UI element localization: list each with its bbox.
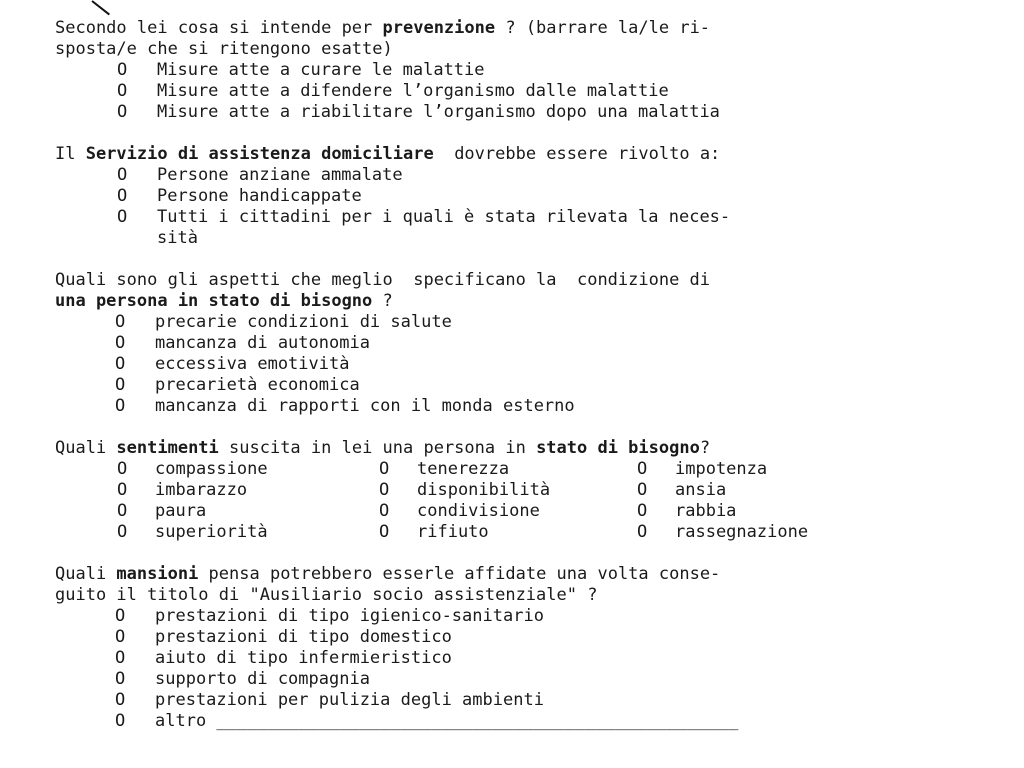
option-item[interactable] — [115, 648, 995, 669]
question-condizione-bisogno — [55, 270, 995, 417]
checkbox-circle-icon[interactable]: O — [117, 480, 128, 500]
option-item[interactable] — [637, 522, 887, 543]
checkbox-circle-icon[interactable]: O — [379, 459, 390, 479]
option-item[interactable] — [117, 501, 379, 522]
question-text-line2: sposta/e che si ritengono esatte) — [55, 39, 393, 59]
checkbox-circle-icon[interactable]: O — [117, 459, 128, 479]
checkbox-circle-icon[interactable]: O — [379, 501, 390, 521]
option-list — [55, 60, 995, 123]
question-text-part: dovrebbe essere rivolto a: — [433, 144, 721, 164]
option-label: rassegnazione — [675, 522, 809, 542]
option-item[interactable] — [379, 459, 637, 480]
option-item-altro[interactable] — [115, 711, 995, 732]
question-keyword: sentimenti — [116, 438, 219, 458]
option-item[interactable] — [117, 81, 995, 102]
option-label: impotenza — [675, 459, 768, 479]
question-sentimenti — [55, 438, 995, 543]
question-text-line2 — [55, 291, 995, 312]
option-list — [55, 606, 995, 732]
option-item[interactable] — [117, 165, 995, 186]
question-text-line2: guito il titolo di "Ausiliario socio assistenziale" ? — [55, 585, 598, 605]
option-label: eccessiva emotività — [155, 354, 350, 374]
option-item[interactable] — [117, 186, 995, 207]
checkbox-circle-icon[interactable]: O — [117, 81, 128, 101]
option-label: precarie condizioni di salute — [155, 312, 452, 332]
question-text-part: ? — [699, 438, 711, 458]
option-label: prestazioni di tipo igienico-sanitario — [155, 606, 544, 626]
option-item[interactable] — [115, 333, 995, 354]
question-text-part: suscita in lei una persona in — [218, 438, 537, 458]
question-keyword: una persona in stato di bisogno — [55, 291, 373, 311]
checkbox-circle-icon[interactable]: O — [117, 102, 128, 122]
option-label: Misure atte a difendere l’organismo dalle malattie — [157, 81, 669, 101]
option-item[interactable] — [115, 312, 995, 333]
questionnaire-page — [55, 18, 995, 732]
option-label: compassione — [155, 459, 268, 479]
checkbox-circle-icon[interactable]: O — [117, 522, 128, 542]
option-label: mancanza di autonomia — [155, 333, 370, 353]
option-label: precarietà economica — [155, 375, 360, 395]
checkbox-circle-icon[interactable]: O — [637, 501, 648, 521]
question-text — [55, 18, 995, 39]
question-keyword: prevenzione — [382, 18, 496, 38]
scan-mark — [91, 0, 110, 15]
option-label: rifiuto — [417, 522, 489, 542]
option-label: Persone handicappate — [157, 186, 362, 206]
question-text — [55, 438, 995, 459]
checkbox-circle-icon[interactable]: O — [117, 501, 128, 521]
question-text: Quali sono gli aspetti che meglio specificano la condizione di — [55, 270, 711, 290]
question-text-part: Quali — [55, 564, 117, 584]
option-item[interactable] — [115, 354, 995, 375]
option-list — [55, 312, 995, 417]
option-label: Persone anziane ammalate — [157, 165, 403, 185]
checkbox-circle-icon[interactable]: O — [115, 396, 126, 416]
option-label: supporto di compagnia — [155, 669, 370, 689]
option-item[interactable] — [379, 522, 637, 543]
checkbox-circle-icon[interactable]: O — [379, 522, 390, 542]
spacer — [55, 249, 995, 270]
option-item[interactable] — [115, 606, 995, 627]
checkbox-circle-icon[interactable]: O — [115, 606, 126, 626]
checkbox-circle-icon[interactable]: O — [117, 60, 128, 80]
option-item[interactable] — [117, 60, 995, 81]
question-text — [55, 144, 995, 165]
option-item[interactable] — [379, 501, 637, 522]
option-label: mancanza di rapporti con il monda esterno — [155, 396, 575, 416]
option-item[interactable] — [637, 459, 887, 480]
question-prevenzione — [55, 18, 995, 123]
option-item[interactable] — [115, 690, 995, 711]
question-text-part: Secondo lei cosa si intende per — [55, 18, 383, 38]
option-label: Misure atte a riabilitare l’organismo dopo una malattia — [157, 102, 720, 122]
checkbox-circle-icon[interactable]: O — [115, 375, 126, 395]
checkbox-circle-icon[interactable]: O — [115, 690, 126, 710]
option-label: superiorità — [155, 522, 268, 542]
question-mansioni — [55, 564, 995, 732]
checkbox-circle-icon[interactable]: O — [637, 522, 648, 542]
checkbox-circle-icon[interactable]: O — [117, 186, 128, 206]
checkbox-circle-icon[interactable]: O — [637, 459, 648, 479]
spacer — [55, 123, 995, 144]
question-keyword: mansioni — [116, 564, 199, 584]
spacer — [55, 543, 995, 564]
checkbox-circle-icon[interactable]: O — [637, 480, 648, 500]
checkbox-circle-icon[interactable]: O — [117, 165, 128, 185]
question-text-part: Il — [55, 144, 86, 164]
option-label: imbarazzo — [155, 480, 248, 500]
checkbox-circle-icon[interactable]: O — [115, 627, 126, 647]
option-item[interactable] — [117, 459, 379, 480]
option-item[interactable] — [379, 480, 637, 501]
option-label: aiuto di tipo infermieristico — [155, 648, 452, 668]
option-label: Tutti i cittadini per i quali è stata rilevata la neces- — [157, 207, 731, 227]
question-text — [55, 564, 995, 585]
question-text-part: pensa potrebbero esserle affidate una volta conse- — [198, 564, 721, 584]
checkbox-circle-icon[interactable]: O — [115, 312, 126, 332]
option-label: prestazioni di tipo domestico — [155, 627, 452, 647]
option-item[interactable] — [115, 669, 995, 690]
option-list — [55, 165, 995, 228]
checkbox-circle-icon[interactable]: O — [115, 333, 126, 353]
option-label: disponibilità — [417, 480, 551, 500]
option-continuation: sità — [157, 228, 198, 248]
question-text-part: Quali — [55, 438, 117, 458]
question-keyword: stato di bisogno — [536, 438, 700, 458]
option-label: ansia — [675, 480, 727, 500]
option-label: Misure atte a curare le malattie — [157, 60, 485, 80]
question-text-part: ? (barrare la/le ri- — [495, 18, 711, 38]
option-item[interactable] — [117, 207, 995, 228]
option-item[interactable] — [637, 501, 887, 522]
option-item[interactable] — [117, 522, 379, 543]
option-label: paura — [155, 501, 207, 521]
checkbox-circle-icon[interactable]: O — [115, 648, 126, 668]
checkbox-circle-icon[interactable]: O — [379, 480, 390, 500]
checkbox-circle-icon[interactable]: O — [115, 669, 126, 689]
option-grid — [55, 459, 995, 543]
option-item[interactable] — [637, 480, 887, 501]
checkbox-circle-icon[interactable]: O — [117, 207, 128, 227]
checkbox-circle-icon[interactable]: O — [115, 711, 126, 731]
option-label: tenerezza — [417, 459, 510, 479]
option-label-altro[interactable]: altro ___________________________________________________ — [155, 711, 739, 731]
option-label: prestazioni per pulizia degli ambienti — [155, 690, 544, 710]
option-label: rabbia — [675, 501, 737, 521]
option-item[interactable] — [115, 627, 995, 648]
question-keyword: Servizio di assistenza domiciliare — [85, 144, 434, 164]
spacer — [55, 417, 995, 438]
option-item[interactable] — [117, 102, 995, 123]
option-item[interactable] — [115, 375, 995, 396]
checkbox-circle-icon[interactable]: O — [115, 354, 126, 374]
question-text-part: ? — [372, 291, 393, 311]
option-item[interactable] — [117, 480, 379, 501]
question-servizio-assistenza — [55, 144, 995, 249]
option-item[interactable] — [115, 396, 995, 417]
option-label: condivisione — [417, 501, 540, 521]
